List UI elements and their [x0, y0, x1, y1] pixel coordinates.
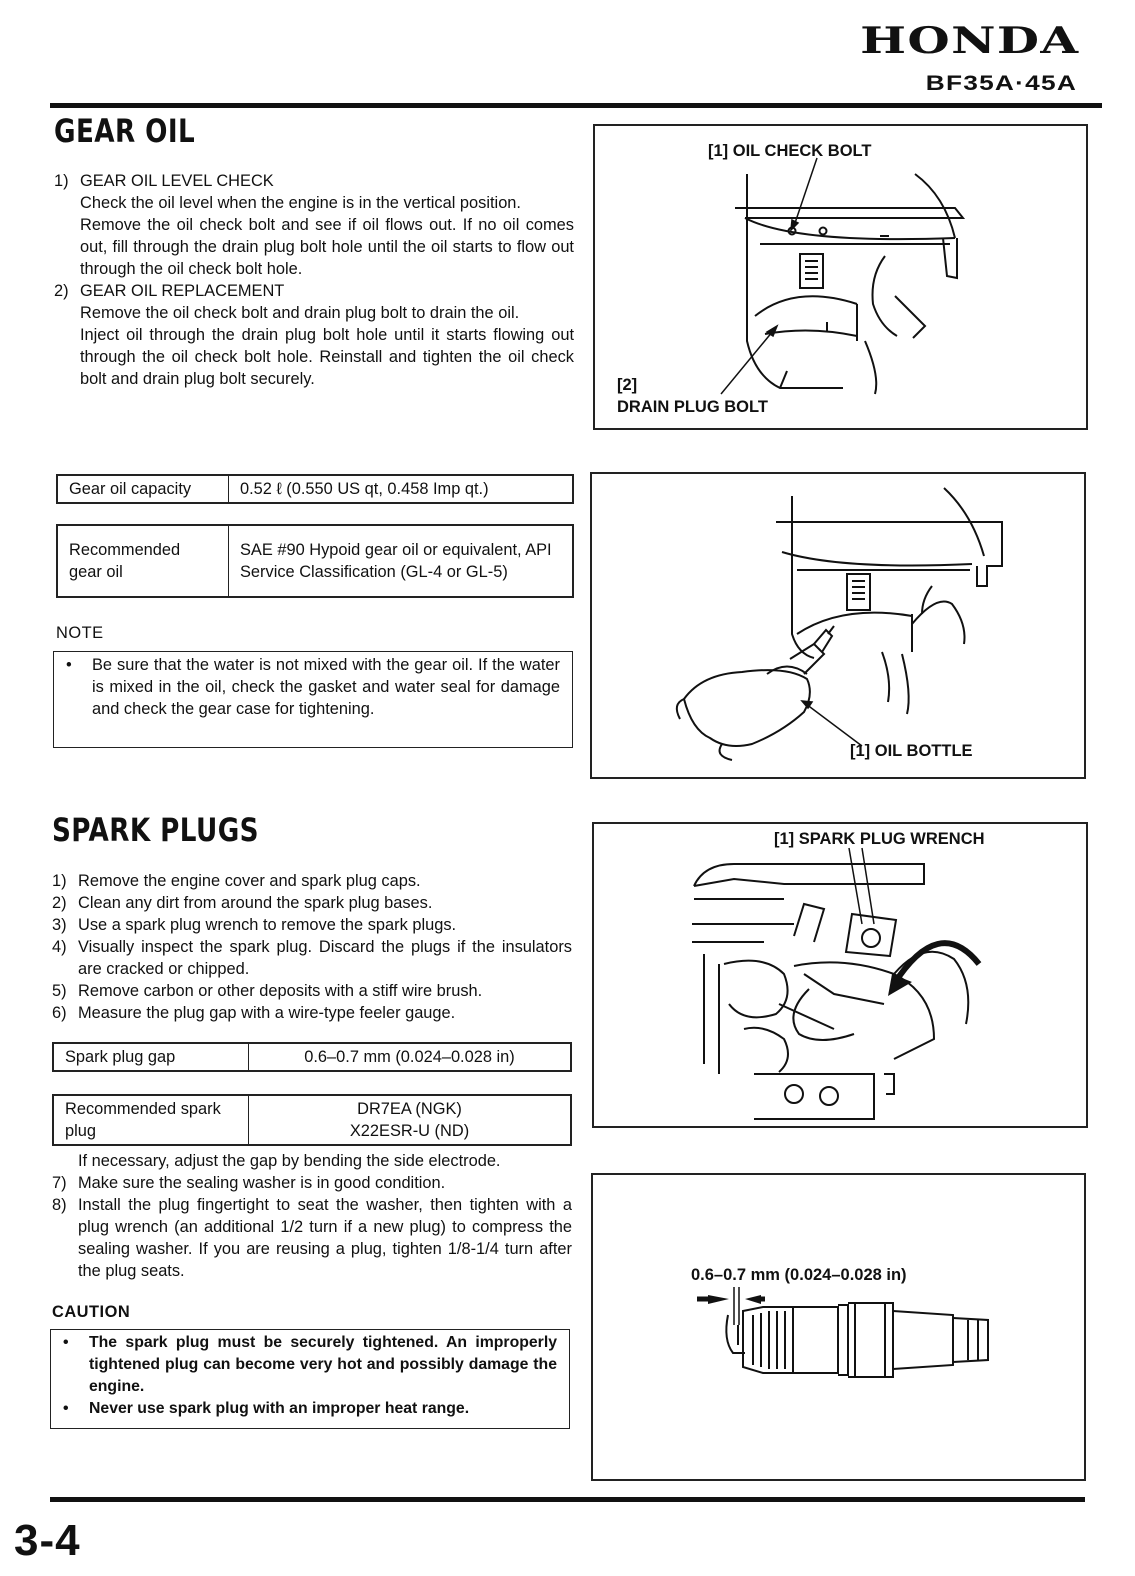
- drain-plug-number: [2]: [617, 376, 638, 394]
- spark-step: 7) Make sure the sealing washer is in good condition.: [52, 1174, 446, 1192]
- note-label: NOTE: [56, 624, 104, 642]
- gear-oil-step-2: [54, 280, 574, 390]
- spark-plug-drawing: [593, 1175, 1088, 1483]
- step-heading: GEAR OIL REPLACEMENT: [80, 282, 285, 300]
- recommended-oil-value: SAE #90 Hypoid gear oil or equivalent, API Service Classification (GL-4 or GL-5): [229, 525, 574, 597]
- brand-logo: HONDA: [859, 20, 1079, 62]
- recommended-plug-label: Recommended spark plug: [53, 1095, 249, 1145]
- plug-nd: X22ESR-U (ND): [349, 1122, 470, 1140]
- figure-oil-bottle: [590, 472, 1086, 779]
- caution-item: • The spark plug must be securely tightened. An improperly tightened plug can become very hot and possibly damage the engine.: [63, 1334, 557, 1395]
- spark-step: 4) Visually inspect the spark plug. Discard the plugs if the insulators are cracked or chipped.: [52, 938, 572, 978]
- step-paragraph: Check the oil level when the engine is in the vertical position.: [80, 194, 521, 212]
- gear-case-drawing: [595, 126, 1090, 432]
- spark-step: 3) Use a spark plug wrench to remove the spark plugs.: [52, 916, 457, 934]
- figure-spark-plug-gap: [591, 1173, 1086, 1481]
- gap-dimension-label: 0.6–0.7 mm (0.024–0.028 in): [691, 1266, 907, 1284]
- drain-plug-bolt-label: DRAIN PLUG BOLT: [617, 398, 768, 416]
- gap-adjust-text: If necessary, adjust the gap by bending the side electrode.: [78, 1152, 501, 1170]
- oil-check-bolt-label: [1] OIL CHECK BOLT: [708, 142, 872, 160]
- spark-plug-steps: [52, 870, 572, 1024]
- capacity-label: Gear oil capacity: [57, 475, 229, 503]
- spark-plug-gap-table: [52, 1042, 572, 1072]
- step-number: 1): [54, 172, 69, 190]
- recommended-oil-label: Recommended gear oil: [57, 525, 229, 597]
- spark-plug-steps-2: [52, 1150, 572, 1282]
- step-paragraph: Remove the oil check bolt and see if oil flows out. If no oil comes out, fill through the drain plug bolt hole until the oil starts to flow out through the oil check bolt hole.: [80, 216, 574, 278]
- step-paragraph: Remove the oil check bolt and drain plug bolt to drain the oil.: [80, 304, 520, 322]
- spark-step: 8) Install the plug fingertight to seat the washer, then tighten with a plug wrench (an additional 1/2 turn if a new plug) to compress the sealing washer. If you are reusing a plug, tighten 1/8-1/4 turn after the plug seats.: [52, 1196, 572, 1280]
- step-heading: GEAR OIL LEVEL CHECK: [80, 172, 274, 190]
- figure-spark-plug-wrench: [592, 822, 1088, 1128]
- gear-oil-steps: [54, 170, 574, 390]
- capacity-value: 0.52 ℓ (0.550 US qt, 0.458 Imp qt.): [229, 475, 574, 503]
- oil-bottle-drawing: [592, 474, 1088, 781]
- spark-step: 1) Remove the engine cover and spark plug caps.: [52, 872, 421, 890]
- note-box: [53, 651, 573, 748]
- gap-value: 0.6–0.7 mm (0.024–0.028 in): [249, 1043, 572, 1071]
- recommended-plug-values: [249, 1095, 572, 1145]
- recommended-gear-oil-table: [56, 524, 574, 598]
- gear-oil-title: GEAR OIL: [54, 112, 196, 150]
- page-number: 3-4: [14, 1516, 81, 1565]
- spark-step: 6) Measure the plug gap with a wire-type feeler gauge.: [52, 1004, 456, 1022]
- oil-bottle-label: [1] OIL BOTTLE: [850, 742, 973, 760]
- recommended-spark-plug-table: [52, 1094, 572, 1146]
- spark-step: 5) Remove carbon or other deposits with a stiff wire brush.: [52, 982, 483, 1000]
- spark-plugs-title: SPARK PLUGS: [52, 811, 259, 849]
- header-rule: [50, 103, 1102, 108]
- plug-ngk: DR7EA (NGK): [357, 1100, 462, 1118]
- step-number: 2): [54, 282, 69, 300]
- note-item: • Be sure that the water is not mixed with the gear oil. If the water is mixed in the oil, check the gasket and water seal for damage and check the gear case for tightening.: [66, 656, 560, 718]
- spark-step: 2) Clean any dirt from around the spark plug bases.: [52, 894, 433, 912]
- model-name: BF35A·45A: [925, 72, 1077, 95]
- caution-label: CAUTION: [52, 1303, 131, 1321]
- caution-item: • Never use spark plug with an improper heat range.: [63, 1400, 470, 1417]
- gear-oil-capacity-table: [56, 474, 574, 504]
- spark-plug-wrench-label: [1] SPARK PLUG WRENCH: [774, 830, 985, 848]
- footer-rule: [50, 1497, 1085, 1502]
- spark-plug-wrench-drawing: [594, 824, 1090, 1130]
- caution-box: [50, 1329, 570, 1429]
- gear-oil-step-1: [54, 170, 574, 280]
- figure-gear-case: [593, 124, 1088, 430]
- step-paragraph: Inject oil through the drain plug bolt hole until it starts flowing out through the oil check bolt hole. Reinstall and tighten the oil check bolt and drain plug bolt securely.: [80, 326, 574, 388]
- gap-label: Spark plug gap: [53, 1043, 249, 1071]
